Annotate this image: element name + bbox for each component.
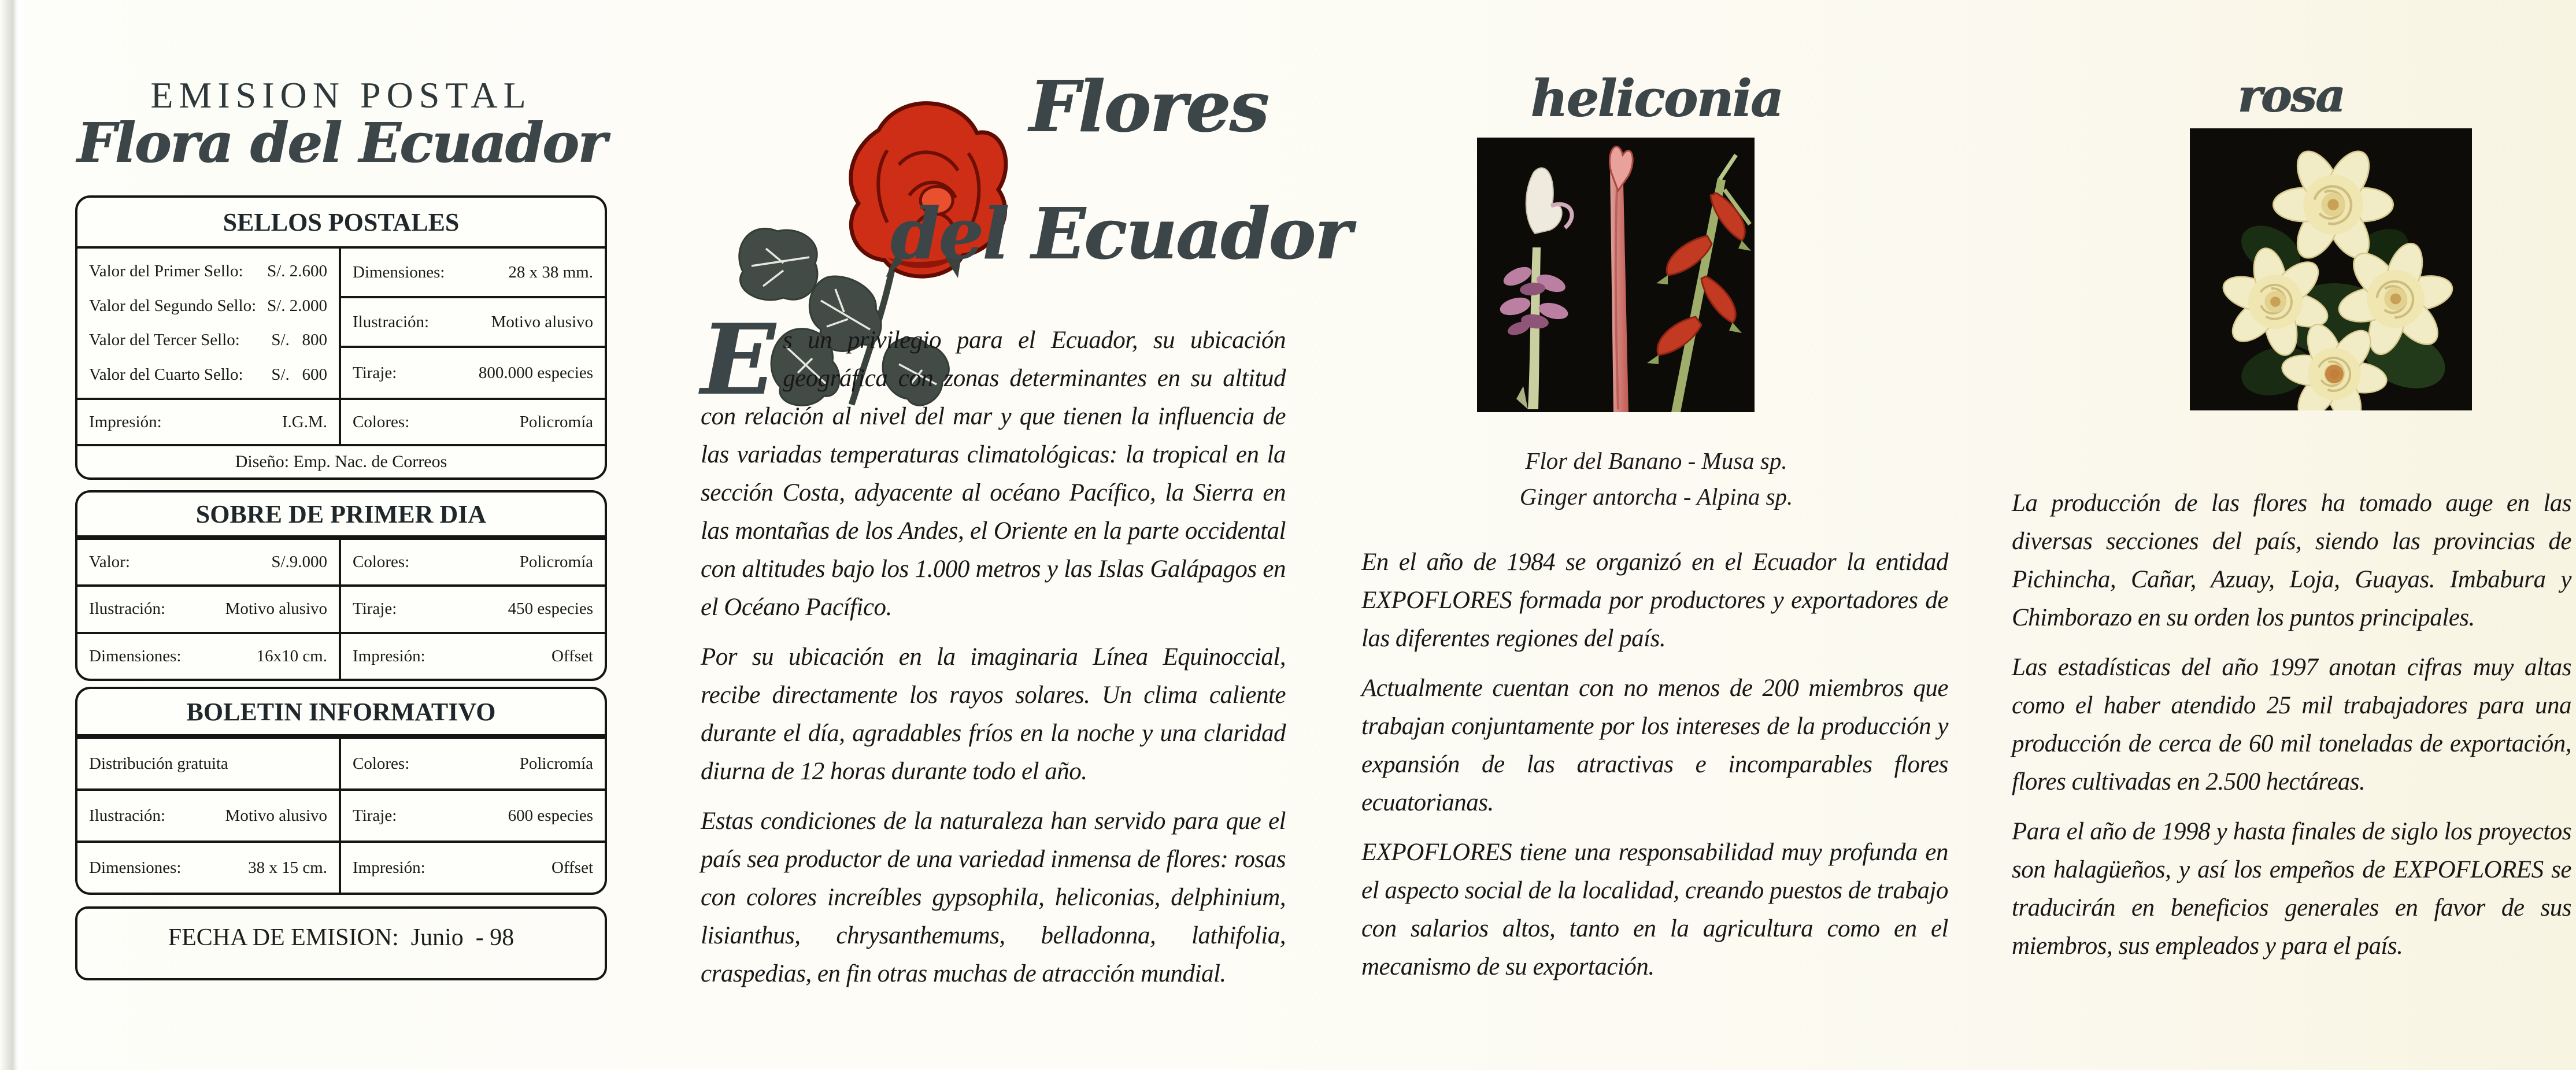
field-valor-cuarto-sello: Valor del Cuarto Sello: S/. 600 [89,365,327,384]
field-colores-sello: Colores: Policromía [353,412,593,431]
emission-kicker: EMISION POSTAL [150,75,532,116]
field-colores-sobre: Colores: Policromía [353,553,593,572]
sellos-values-cell [77,249,341,398]
field-dimensiones-sello: Dimensiones: 28 x 38 mm. [341,249,605,298]
photo-caption [1364,443,1948,514]
field-valor-primer-sello: Valor del Primer Sello: S/. 2.600 [89,262,327,281]
paragraph: En el año de 1984 se organizó en el Ecuador la entidad EXPOFLORES formada por productores y exportadores de las diferentes regiones del país. [1361,549,1948,652]
caption-line: Flor del Banano - Musa sp. [1525,447,1787,474]
table-header-boletin: BOLETIN INFORMATIVO [77,689,605,736]
field-tiraje-sello: Tiraje: 800.000 especies [353,363,593,382]
field-dimensiones-boletin: Dimensiones: 38 x 15 cm. [77,843,341,893]
field-impresion-boletin: Impresión: Offset [353,858,593,877]
caption-line: Ginger antorcha - Alpina sp. [1519,483,1793,510]
field-tiraje-boletin: Tiraje: 600 especies [353,806,593,825]
table-row [77,584,605,631]
table-row [77,632,605,679]
field-ilustracion-sello: Ilustración: Motivo alusivo [341,298,605,348]
table-sobre-primer-dia [75,490,607,681]
field-colores-boletin: Colores: Policromía [353,754,593,773]
table-row [77,788,605,841]
field-valor-sobre: Valor: S/.9.000 [77,540,341,584]
paragraph: Actualmente cuentan con no menos de 200 miembros que trabajan conjuntamente por los intereses de la producción y expansión de las atractivas e incomparables flores ecuatorianas. [1361,675,1948,816]
field-ilustracion-boletin: Ilustración: Motivo alusivo [77,791,341,841]
dropcap-e: E [701,302,774,417]
roses-photo [2190,128,2472,410]
field-ilustracion-sobre: Ilustración: Motivo alusivo [77,587,341,631]
table-row [77,538,605,584]
field-valor-segundo-sello: Valor del Segundo Sello: S/. 2.000 [89,296,327,315]
panel4-body-text [2012,484,2571,977]
fold-seam [0,0,30,1070]
brand-title: Flora del Ecuador [76,111,606,175]
field-dimensiones-sobre: Dimensiones: 16x10 cm. [77,634,341,679]
field-distribucion: Distribución gratuita [77,739,341,788]
field-valor-tercer-sello: Valor del Tercer Sello: S/. 800 [89,331,327,350]
panel4-title: rosa [2237,68,2344,123]
paragraph: Por su ubicación en la imaginaria Línea Equinoccial, recibe directamente los rayos solares. Un clima caliente durante el día, agradables fríos en la noche y una claridad diurna de 12 horas durante todo el año. [701,643,1286,785]
field-tiraje-sobre: Tiraje: 450 especies [353,599,593,619]
fold-seam [0,0,30,1070]
panel2-title-line1: Flores [1029,65,1268,148]
paragraph: La producción de las flores ha tomado auge en las diversas secciones del país, siendo las provincias de Pichincha, Cañar, Azuay, Loja, Guayas. Imbabura y Chimborazo en su orden los puntos principales. [2012,490,2571,631]
table-sellos-postales [75,195,607,480]
table-row [77,736,605,788]
paragraph: Para el año de 1998 y hasta finales de siglo los proyectos son halagüeños, y así los empeños de EXPOFLORES se traducirán en beneficios generales en favor de sus miembros, sus empleados y para el país. [2012,818,2571,960]
panel3-body-text [1361,543,1948,998]
table-header-sellos: SELLOS POSTALES [77,198,605,249]
panel2-body-text [701,302,1286,1005]
table-header-sobre: SOBRE DE PRIMER DIA [77,493,605,538]
paragraph: Es un privilegio para el Ecuador, su ubicación geográfica con zonas determinantes en su altitud con relación al nivel del mar y que tienen la influencia de las variadas temperaturas climatológicas: la tropical en la sección Costa, adyacente al océano Pacífico, la Sierra en las montañas de los Andes, el Oriente en la parte occidental con altitudes bajo los 1.000 metros y las Islas Galápagos en el Océano Pacífico. [701,302,1286,621]
heliconia-photo [1477,138,1755,412]
paragraph: EXPOFLORES tiene una responsabilidad muy profunda en el aspecto social de la localidad, creando puestos de trabajo con salarios altos, tanto en la agricultura como en el mecanismo de su exportación. [1361,839,1948,980]
emission-date-box: FECHA DE EMISION: Junio - 98 [75,906,607,980]
panel3-title: heliconia [1530,68,1782,128]
field-impresion-sobre: Impresión: Offset [353,646,593,665]
field-diseno: Diseño: Emp. Nac. de Correos [77,444,605,477]
fold-seam [0,0,30,1070]
paragraph: Estas condiciones de la naturaleza han servido para que el país sea productor de una variedad inmensa de flores: rosas con colores increíbles gypsophila, heliconias, delphinium, lisianthus, chrysanthemums, belladonna, lathifolia, craspedias, en fin otras muchas de atracción mundial. [701,808,1286,987]
panel2-title-line2: del Ecuador [890,192,1350,275]
paragraph: Las estadísticas del año 1997 anotan cifras muy altas como el haber atendido 25 mil trabajadores para una producción de cerca de 60 mil toneladas de exportación, flores cultivadas en 2.500 hectáreas. [2012,654,2571,795]
table-row [77,841,605,893]
field-impresion-sello: Impresión: I.G.M. [77,400,341,444]
table-boletin-informativo [75,687,607,895]
